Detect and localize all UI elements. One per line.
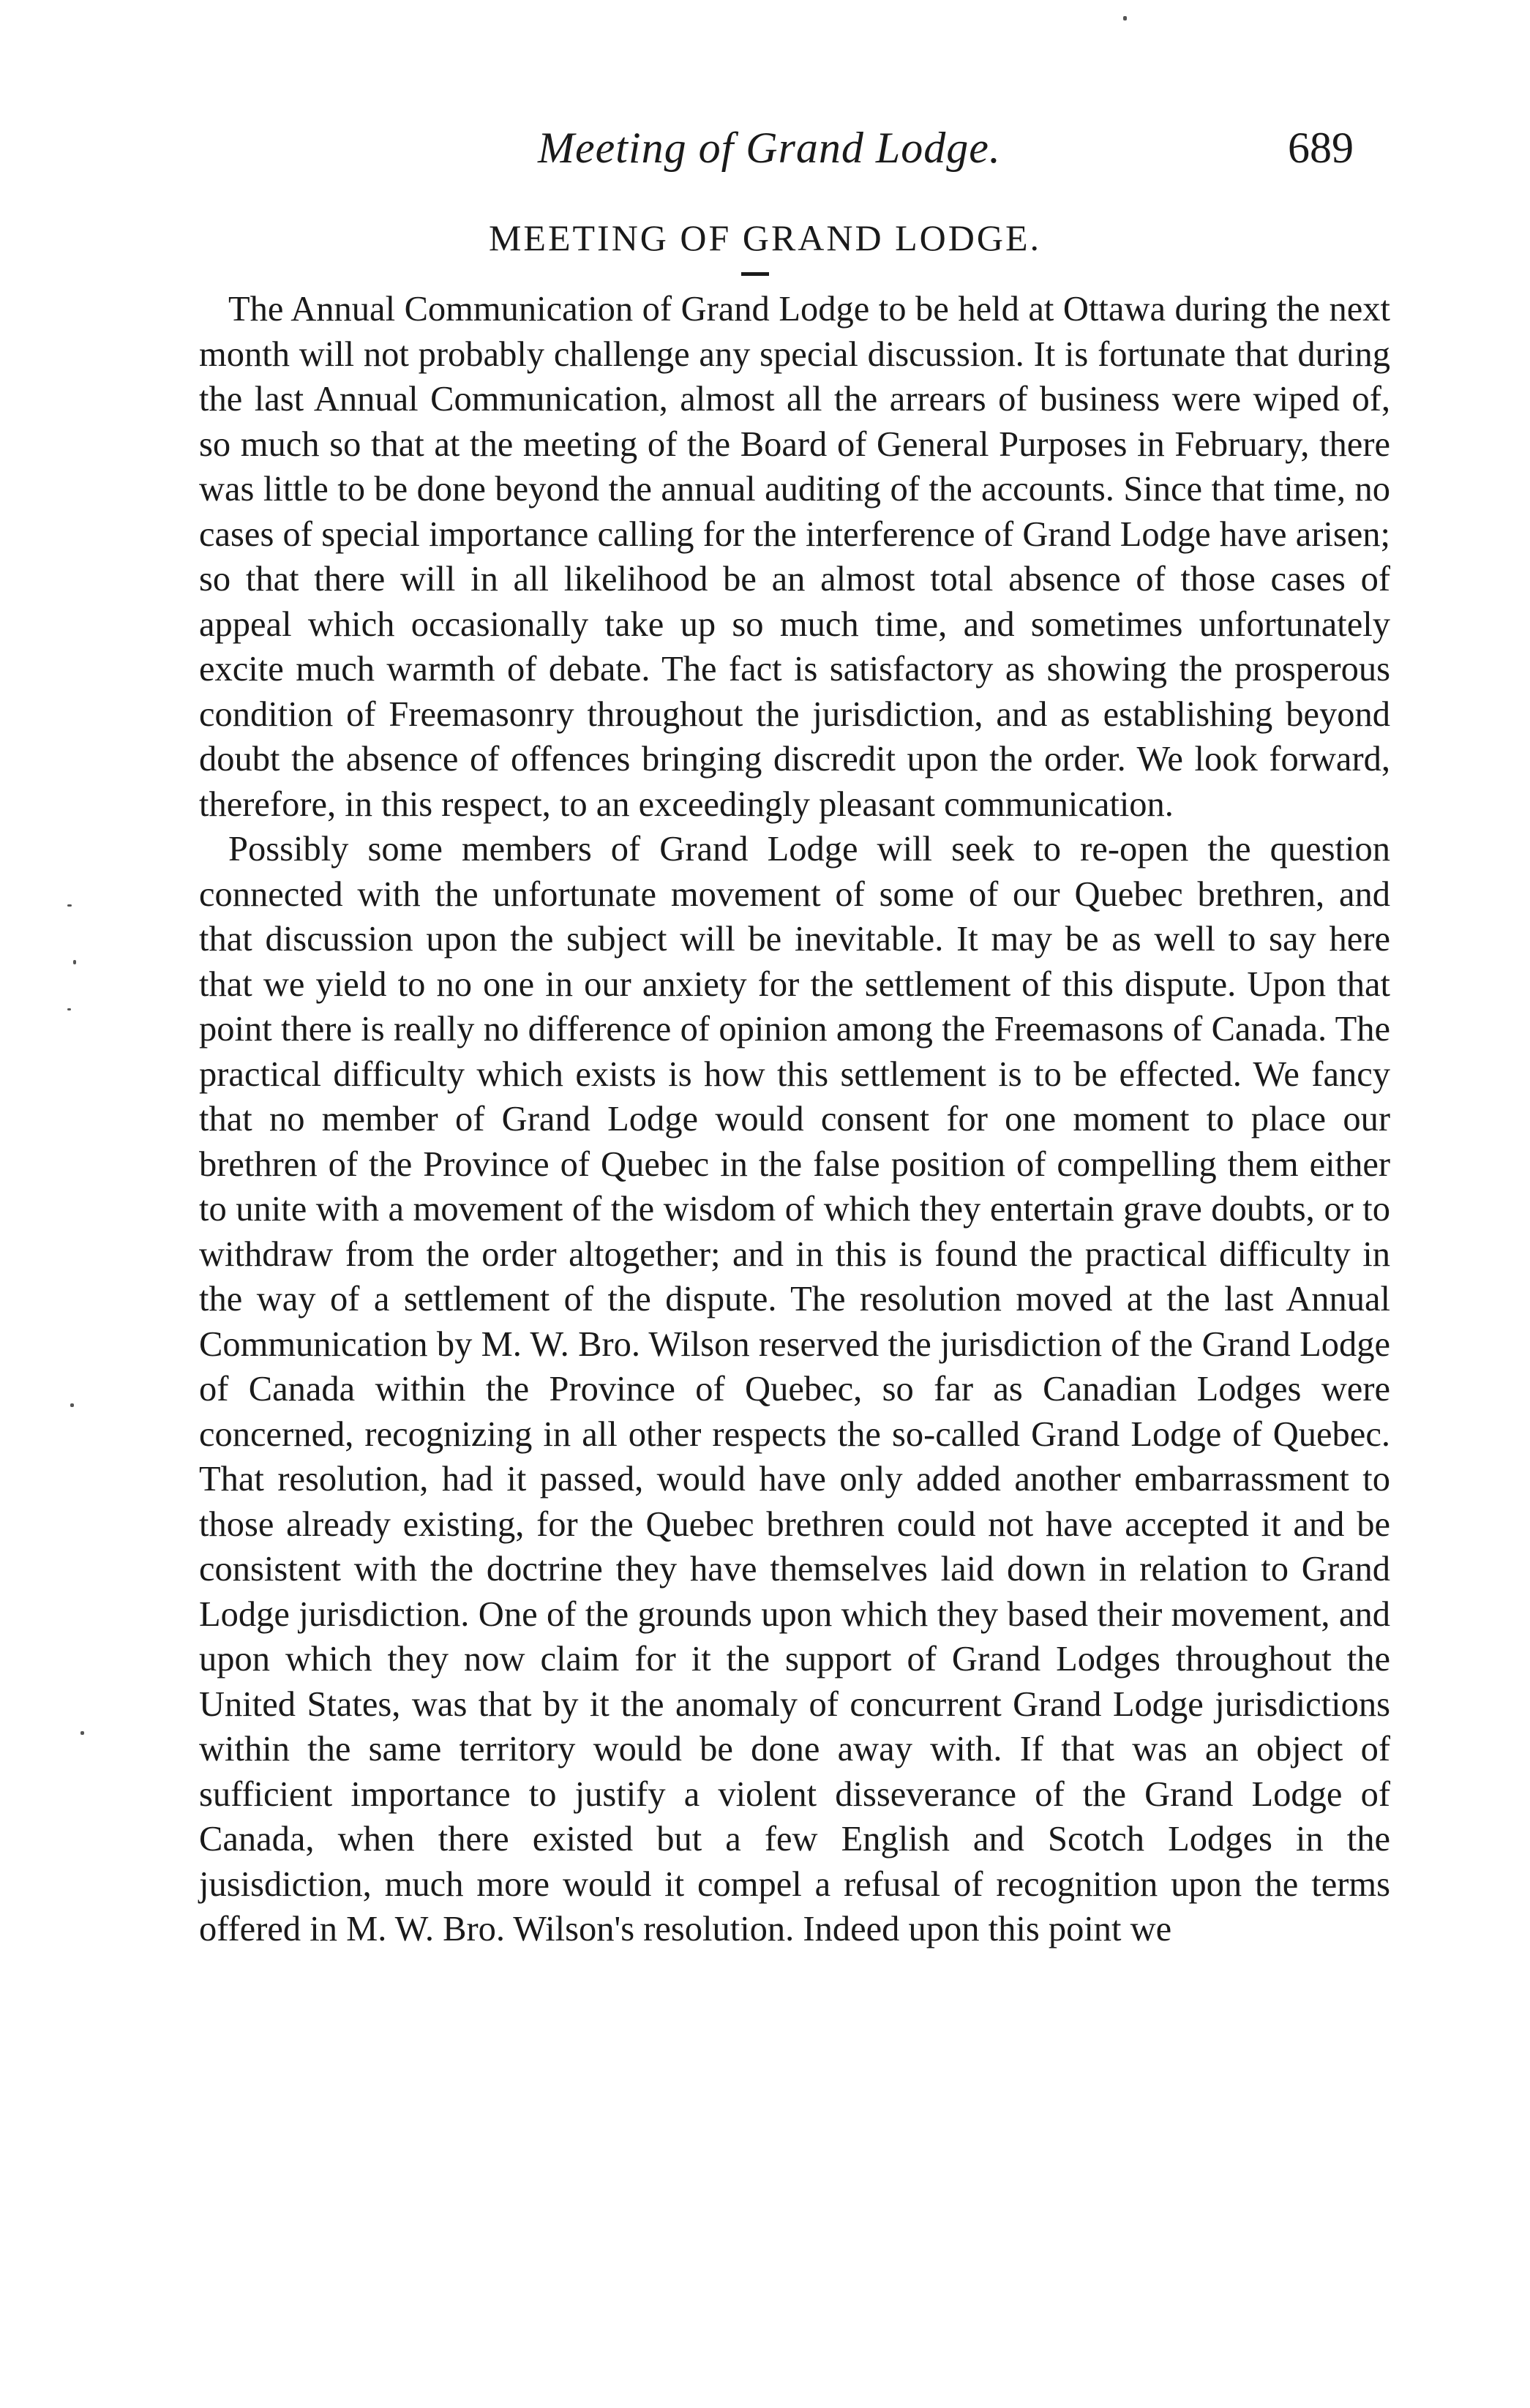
running-head (0, 123, 1530, 189)
paragraph-2: Possibly some members of Grand Lodge will seek to re-open the question connected with the unfortunate movement of some of our Quebec brethren, and that discussion upon the subject will be inevitable. It may be as well to say here that we yield to no one in our anxiety for the settlement of this dispute. Upon that point there is really no difference of opinion among the Freemasons of Canada. The practical difficulty which exists is how this settlement is to be effected. We fancy that no member of Grand Lodge would consent for one moment to place our brethren of the Province of Quebec in the false position of compelling them either to unite with a movement of the wisdom of which they entertain grave doubts, or to withdraw from the order altogether; and in this is found the practical difficulty in the way of a settlement of the dispute. The resolution moved at the last Annual Communication by M. W. Bro. Wilson reserved the jurisdiction of the Grand Lodge of Canada within the Province of Quebec, so far as Canadian Lodges were concerned, recognizing in all other respects the so-called Grand Lodge of Quebec. That resolution, had it passed, would have only added another embarrassment to those already existing, for the Quebec brethren could not have accepted it and be consistent with the doctrine they have themselves laid down in relation to Grand Lodge jurisdiction. One of the grounds upon which they based their movement, and upon which they now claim for it the support of Grand Lodges throughout the United States, was that by it the anomaly of concurrent Grand Lodge jurisdictions within the same territory would be done away with. If that was an object of sufficient importance to justify a violent disseverance of the Grand Lodge of Canada, when there existed but a few English and Scotch Lodges in the jusisdiction, much more would it compel a refusal of recognition upon the terms offered in M. W. Bro. Wilson's resolution. Indeed upon this point we (199, 830, 1390, 1948)
running-title: Meeting of Grand Lodge. (538, 124, 1001, 172)
page-number: 689 (1288, 124, 1354, 172)
article-title: MEETING OF GRAND LODGE. (488, 217, 1042, 258)
article-body (199, 287, 1390, 1952)
title-rule (741, 272, 769, 276)
paragraph-1: The Annual Communication of Grand Lodge to be held at Ottawa during the next month will not probably challenge any special discussion. It is fortunate that during the last Annual Communication, almost all the arrears of business were wiped of, so much so that at the meeting of the Board of General Purposes in February, there was little to be done beyond the annual auditing of the accounts. Since that time, no cases of special importance calling for the interference of Grand Lodge have arisen; so that there will in all likelihood be an almost total absence of those cases of appeal which occasionally take up so much time, and sometimes unfortunately excite much warmth of debate. The fact is satisfactory as showing the prosperous condition of Freemasonry throughout the jurisdiction, and as establishing beyond doubt the absence of offences bringing discredit upon the order. We look forward, therefore, in this respect, to an exceedingly pleasant communication. (199, 290, 1390, 824)
